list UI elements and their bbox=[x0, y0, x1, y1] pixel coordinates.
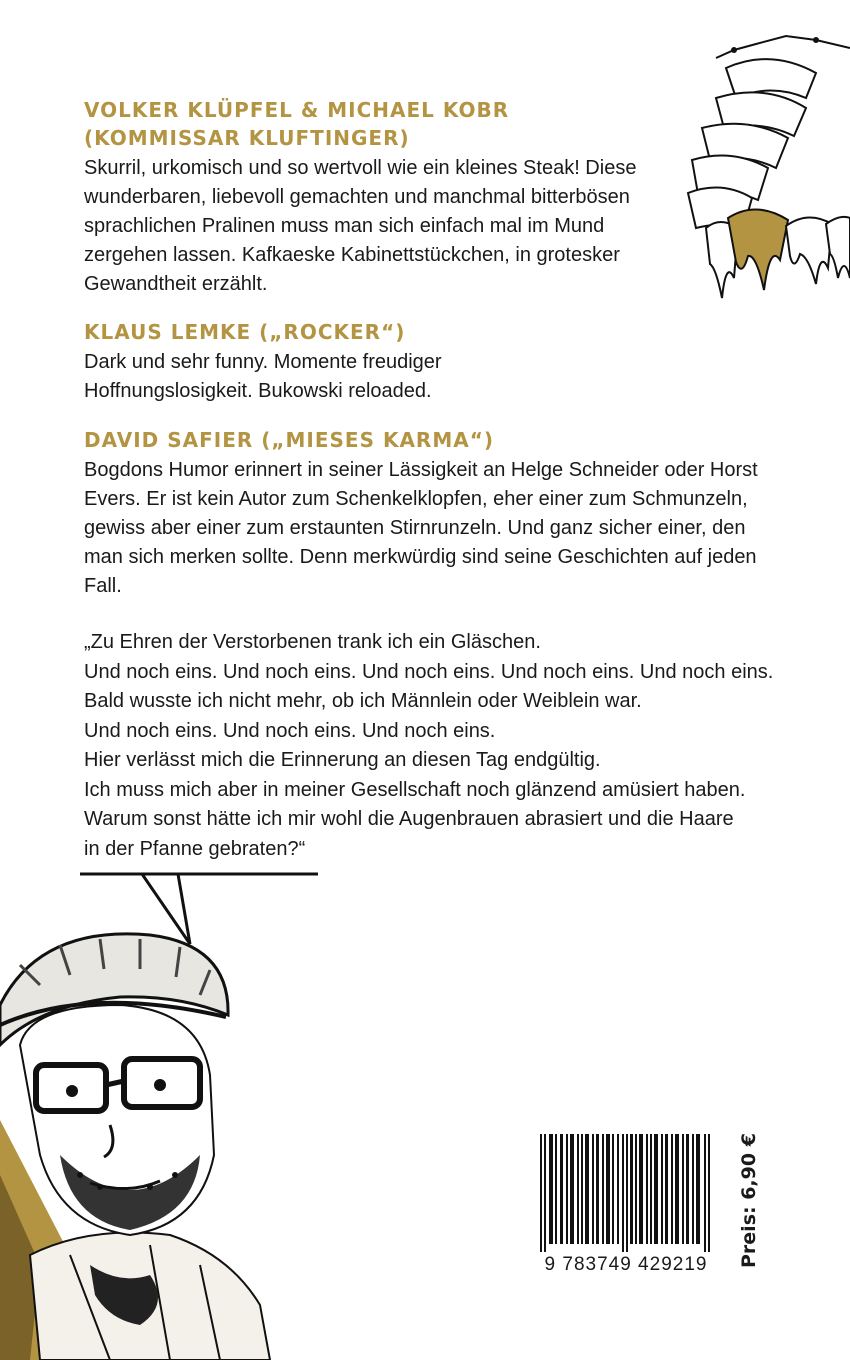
review-text: Dark und sehr funny. Momente freudiger Hoffnungslosigkeit. Bukowski reloaded. bbox=[84, 351, 442, 402]
quote-line: Hier verlässt mich die Erinnerung an diesen Tag endgültig. bbox=[84, 749, 601, 771]
barcode bbox=[526, 1134, 726, 1276]
author-portrait-icon bbox=[0, 925, 320, 1360]
quote-line: in der Pfanne gebraten?“ bbox=[84, 837, 306, 860]
review-text: Skurril, urkomisch und so wertvoll wie ein kleines Steak! Diese wunderbaren, liebevoll gemachten und manchmal bitterbösen sprachlichen Pralinen muss man sich einfach mal im Mund zergehen lassen. Kafkaeske Kabinettstückchen, in grotesker Gewandtheit erzählt. bbox=[84, 157, 637, 295]
quote-line: Ich muss mich aber in meiner Gesellschaft noch glänzend amüsiert haben. bbox=[84, 778, 746, 801]
teeth-chain-icon bbox=[676, 28, 850, 308]
review-kluepfel-kobr bbox=[84, 96, 644, 299]
review-author: DAVID SAFIER („MIESES KARMA“) bbox=[84, 428, 494, 452]
isbn-number: 9 783749 429219 bbox=[544, 1254, 708, 1275]
quote-line: Bald wusste ich nicht mehr, ob ich Männlein oder Weiblein war. bbox=[84, 690, 642, 712]
barcode-bars bbox=[540, 1134, 712, 1252]
review-lemke bbox=[84, 318, 584, 406]
review-text: Bogdons Humor erinnert in seiner Lässigkeit an Helge Schneider oder Horst Evers. Er ist kein Autor zum Schenkelklopfen, eher einer zum Schmunzeln, gewiss aber einer zum erstaunten Stirnrunzeln. Und ganz sicher einer, den man sich merken sollte. Denn merkwürdig sind seine Geschichten auf jeden Fall. bbox=[84, 459, 758, 597]
quote-line: Und noch eins. Und noch eins. Und noch eins. bbox=[84, 719, 496, 742]
quote-line: Warum sonst hätte ich mir wohl die Augenbrauen abrasiert und die Haare bbox=[84, 808, 734, 830]
book-quote bbox=[84, 628, 824, 864]
review-author: VOLKER KLÜPFEL & MICHAEL KOBR (KOMMISSAR KLUFTINGER) bbox=[84, 98, 510, 150]
review-safier bbox=[84, 426, 764, 601]
review-author: KLAUS LEMKE („ROCKER“) bbox=[84, 320, 406, 344]
quote-line: „Zu Ehren der Verstorbenen trank ich ein Gläschen. bbox=[84, 631, 541, 653]
price-label: Preis: 6,90 € bbox=[738, 1133, 760, 1268]
quote-line: Und noch eins. Und noch eins. Und noch eins. Und noch eins. Und noch eins. bbox=[84, 660, 774, 683]
